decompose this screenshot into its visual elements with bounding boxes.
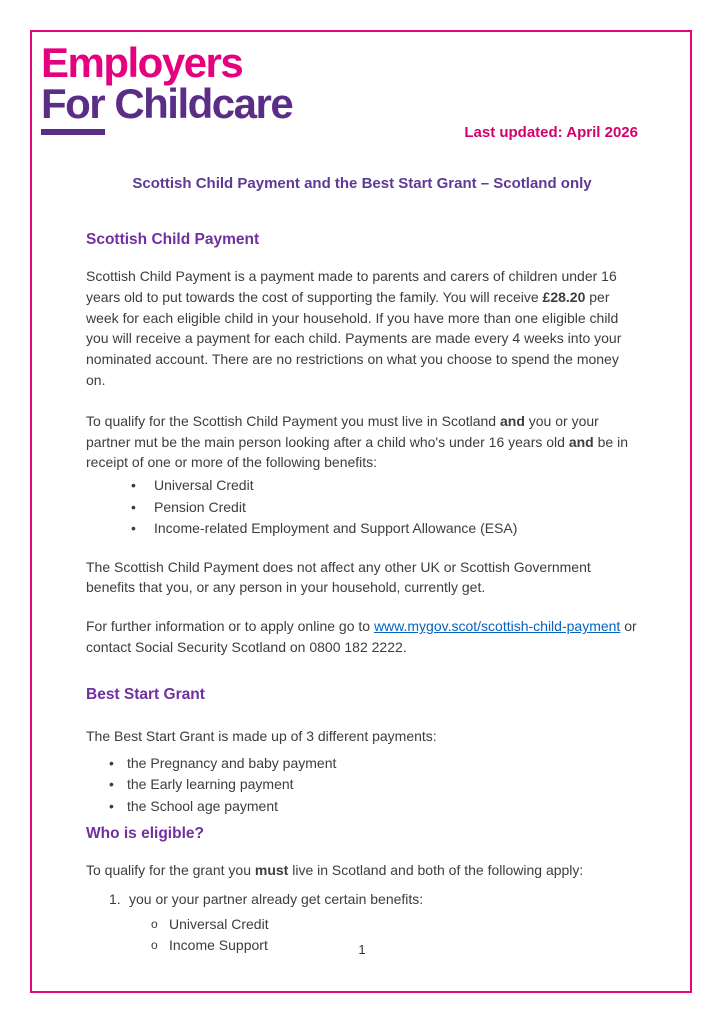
bold-text: and	[499, 412, 525, 429]
list-item: • Income-related Employment and Support Allowance (ESA)	[131, 518, 638, 540]
document-title: Scottish Child Payment and the Best Start Grant – Scotland only	[132, 175, 592, 192]
text-run: Scottish Child Payment is a payment made to parents and carers of children under 16 years old to put towards the cost of supporting the family. You will receive	[86, 268, 617, 305]
list-item: • Universal Credit	[131, 475, 638, 497]
last-updated-label: Last updated: April 2026	[464, 124, 638, 141]
list-item: • the Pregnancy and baby payment	[109, 753, 638, 775]
section-heading-scottish-child-payment: Scottish Child Payment	[86, 231, 260, 248]
bold-text: and	[568, 433, 594, 450]
list-item-text: you or your partner already get certain benefits:	[129, 890, 424, 907]
paragraph-scp-qualify	[86, 411, 638, 473]
paragraph-further-info	[86, 616, 638, 658]
list-item: • Pension Credit	[131, 497, 638, 519]
list-number: 1.	[109, 890, 121, 907]
list-item: o Universal Credit	[151, 914, 638, 936]
text-run: For further information or to apply online go to	[86, 618, 374, 635]
paragraph-bsg-intro: The Best Start Grant is made up of 3 different payments:	[86, 727, 437, 744]
text-run: be in receipt of one or more of the following benefits:	[86, 433, 628, 471]
list-item: • the School age payment	[109, 796, 638, 818]
text-run: live in Scotland and both of the following apply:	[288, 862, 584, 879]
section-heading-best-start-grant: Best Start Grant	[86, 685, 205, 703]
logo-line-for-childcare	[41, 80, 293, 127]
eligibility-conditions-list	[86, 889, 638, 910]
paragraph-scp-intro	[86, 266, 638, 391]
bold-text: £28.20	[542, 288, 586, 305]
bsg-payments-list	[86, 753, 638, 818]
bold-text: must	[254, 862, 289, 879]
list-item: o Income Support	[151, 935, 638, 957]
page-number: 1	[358, 942, 366, 957]
qualifying-benefits-list	[86, 475, 638, 540]
mygov-link[interactable]: www.mygov.scot/scottish-child-payment	[373, 618, 621, 635]
text-run: you or your partner mut be the main person looking after a child who's under 16 years old	[86, 412, 599, 450]
employers-for-childcare-logo	[41, 39, 293, 135]
logo-word-childcare: Childcare	[104, 80, 293, 127]
text-run: or contact Social Security Scotland on 0800 182 2222.	[86, 618, 637, 656]
text-run: per week for each eligible child in your household. If you have more than one eligible child you will receive a payment for each child. Payments are made every 4 weeks into your nominated account. There are no restrictions on what you choose to spend the money on.	[86, 288, 622, 388]
logo-line-employers: Employers	[41, 39, 243, 86]
paragraph-scp-no-affect: The Scottish Child Payment does not affect any other UK or Scottish Government benefits that you, or any person in your household, currently get.	[86, 558, 591, 596]
logo-word-for: For	[41, 80, 105, 127]
list-item: • the Early learning payment	[109, 774, 638, 796]
text-run: To qualify for the grant you	[86, 862, 255, 879]
logo-underline	[41, 129, 105, 135]
document-body	[86, 231, 638, 957]
text-run: To qualify for the Scottish Child Payment you must live in Scotland	[86, 412, 500, 429]
paragraph-eligibility	[86, 860, 638, 881]
list-item	[109, 889, 638, 910]
section-heading-who-is-eligible: Who is eligible?	[86, 825, 204, 843]
